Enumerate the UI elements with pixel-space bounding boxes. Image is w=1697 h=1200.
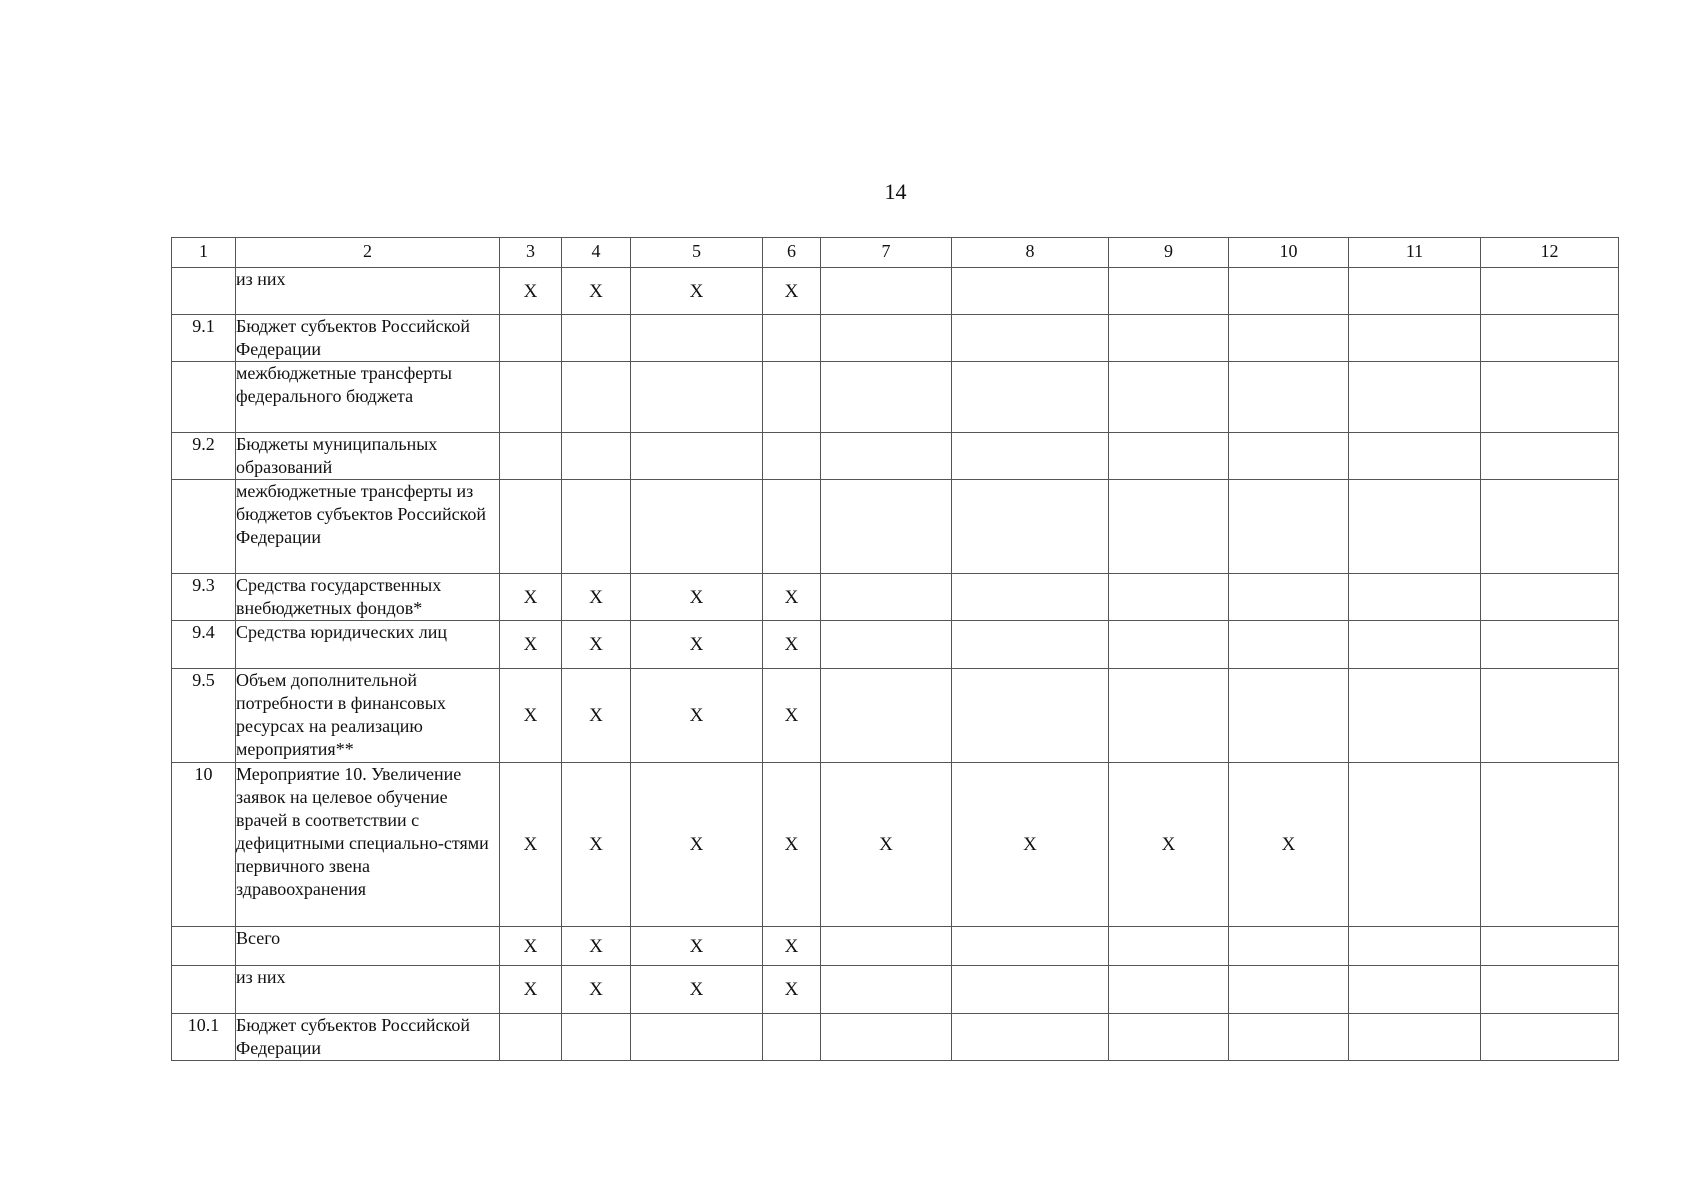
table-cell: X (952, 763, 1109, 927)
table-cell (1349, 480, 1481, 574)
table-row (172, 362, 1619, 433)
table-cell (562, 1014, 631, 1061)
row-title: межбюджетные трансферты федерального бюджета (236, 362, 500, 433)
table-cell: X (631, 927, 763, 966)
table-cell: X (500, 621, 562, 669)
row-title: Всего (236, 927, 500, 966)
table-cell: X (500, 763, 562, 927)
row-title: из них (236, 966, 500, 1014)
row-number (172, 480, 236, 574)
table-cell (1481, 966, 1619, 1014)
table-cell (952, 1014, 1109, 1061)
table-row (172, 763, 1619, 927)
table-cell (631, 315, 763, 362)
table-cell (631, 1014, 763, 1061)
table-cell: X (763, 574, 821, 621)
row-number: 9.2 (172, 433, 236, 480)
table-cell (1229, 315, 1349, 362)
table-cell (952, 362, 1109, 433)
table-row (172, 433, 1619, 480)
table-row (172, 574, 1619, 621)
table-cell: X (1109, 763, 1229, 927)
table-cell: X (562, 763, 631, 927)
table-cell (821, 621, 952, 669)
header-cell: 2 (236, 238, 500, 268)
table-cell (1481, 362, 1619, 433)
table-cell (952, 927, 1109, 966)
row-number (172, 268, 236, 315)
table-row (172, 1014, 1619, 1061)
table-cell (1349, 966, 1481, 1014)
table-cell: X (631, 574, 763, 621)
row-title: Мероприятие 10. Увеличение заявок на целевое обучение врачей в соответствии с дефицитными специально-стями первичного звена здравоохранения (236, 763, 500, 927)
table-cell: X (500, 669, 562, 763)
table-cell: X (562, 268, 631, 315)
header-cell: 6 (763, 238, 821, 268)
row-number: 9.4 (172, 621, 236, 669)
row-number (172, 362, 236, 433)
table-cell (821, 315, 952, 362)
table-cell (1229, 433, 1349, 480)
table-cell (952, 480, 1109, 574)
header-cell: 9 (1109, 238, 1229, 268)
table-cell: X (562, 574, 631, 621)
table-cell: X (763, 927, 821, 966)
table-cell (1229, 574, 1349, 621)
table-cell (763, 315, 821, 362)
table-cell (1109, 480, 1229, 574)
row-title: Объем дополнительной потребности в финансовых ресурсах на реализацию мероприятия** (236, 669, 500, 763)
table-body (172, 238, 1619, 1061)
table-cell (1349, 574, 1481, 621)
table-cell (1349, 433, 1481, 480)
table-cell (1349, 621, 1481, 669)
table-cell (952, 433, 1109, 480)
row-title: межбюджетные трансферты из бюджетов субъектов Российской Федерации (236, 480, 500, 574)
table-cell (1349, 362, 1481, 433)
table-cell (562, 433, 631, 480)
table-cell: X (500, 927, 562, 966)
header-row (172, 238, 1619, 268)
table-cell (1349, 1014, 1481, 1061)
table-cell (821, 433, 952, 480)
table-cell (1349, 669, 1481, 763)
table-cell (821, 480, 952, 574)
table-cell: X (500, 574, 562, 621)
table-cell (631, 433, 763, 480)
table-cell (763, 433, 821, 480)
table-cell (821, 927, 952, 966)
table-cell (1481, 480, 1619, 574)
table-cell (1109, 669, 1229, 763)
table-cell: X (631, 669, 763, 763)
header-cell: 8 (952, 238, 1109, 268)
table-cell (500, 362, 562, 433)
table-cell (821, 669, 952, 763)
financing-table (171, 237, 1619, 1061)
table-cell: X (562, 966, 631, 1014)
table-cell (763, 362, 821, 433)
table-cell (1109, 268, 1229, 315)
table-cell (1481, 927, 1619, 966)
table-cell (1229, 268, 1349, 315)
table-cell: X (631, 268, 763, 315)
table-cell (1229, 621, 1349, 669)
header-cell: 11 (1349, 238, 1481, 268)
table-cell (763, 480, 821, 574)
table-cell (500, 480, 562, 574)
header-cell: 1 (172, 238, 236, 268)
table-cell: X (763, 621, 821, 669)
row-number: 10 (172, 763, 236, 927)
table-cell (952, 966, 1109, 1014)
table-cell: X (631, 763, 763, 927)
table-cell (631, 362, 763, 433)
row-number: 9.5 (172, 669, 236, 763)
table-cell (1229, 966, 1349, 1014)
table-cell: X (763, 763, 821, 927)
table-cell (1109, 315, 1229, 362)
table-cell (1481, 574, 1619, 621)
row-title: Бюджет субъектов Российской Федерации (236, 315, 500, 362)
table-cell (1109, 433, 1229, 480)
table-cell (1229, 1014, 1349, 1061)
table-cell (952, 621, 1109, 669)
row-number: 9.3 (172, 574, 236, 621)
row-number (172, 966, 236, 1014)
table-cell (1109, 621, 1229, 669)
table-cell (952, 574, 1109, 621)
table-cell (1109, 966, 1229, 1014)
table-cell (1481, 669, 1619, 763)
table-cell: X (763, 669, 821, 763)
table-cell (1349, 927, 1481, 966)
table-cell: X (821, 763, 952, 927)
table-cell (562, 362, 631, 433)
table-row (172, 268, 1619, 315)
table-cell (821, 362, 952, 433)
table-row (172, 927, 1619, 966)
table-cell (1481, 315, 1619, 362)
table-cell (1229, 480, 1349, 574)
table-cell (821, 1014, 952, 1061)
table-row (172, 315, 1619, 362)
table-cell (631, 480, 763, 574)
table-cell (1481, 433, 1619, 480)
table-cell (952, 315, 1109, 362)
row-title: Средства государственных внебюджетных фондов* (236, 574, 500, 621)
table-cell: X (631, 966, 763, 1014)
table-cell: X (562, 621, 631, 669)
table-cell (1349, 268, 1481, 315)
table-cell (500, 433, 562, 480)
table-cell (1229, 927, 1349, 966)
table-cell (1109, 927, 1229, 966)
table-cell (821, 966, 952, 1014)
table-cell (1481, 1014, 1619, 1061)
row-title: из них (236, 268, 500, 315)
table-cell (1481, 621, 1619, 669)
table-cell: X (500, 966, 562, 1014)
header-cell: 4 (562, 238, 631, 268)
table-cell (500, 315, 562, 362)
row-number (172, 927, 236, 966)
row-title: Средства юридических лиц (236, 621, 500, 669)
table-row (172, 966, 1619, 1014)
table-cell (821, 268, 952, 315)
table-cell: X (763, 268, 821, 315)
table-cell: X (1229, 763, 1349, 927)
table-cell (1481, 763, 1619, 927)
table-cell: X (562, 669, 631, 763)
row-number: 10.1 (172, 1014, 236, 1061)
table-cell (821, 574, 952, 621)
table-cell (763, 1014, 821, 1061)
header-cell: 3 (500, 238, 562, 268)
table-row (172, 480, 1619, 574)
table-cell: X (562, 927, 631, 966)
table-cell (1349, 763, 1481, 927)
table-cell: X (763, 966, 821, 1014)
table-cell (1349, 315, 1481, 362)
header-cell: 10 (1229, 238, 1349, 268)
table-cell (1481, 268, 1619, 315)
table-cell (1229, 669, 1349, 763)
row-title: Бюджеты муниципальных образований (236, 433, 500, 480)
row-title: Бюджет субъектов Российской Федерации (236, 1014, 500, 1061)
row-number: 9.1 (172, 315, 236, 362)
table-row (172, 669, 1619, 763)
header-cell: 5 (631, 238, 763, 268)
table-cell (952, 268, 1109, 315)
header-cell: 7 (821, 238, 952, 268)
table-cell (1109, 1014, 1229, 1061)
table-cell (500, 1014, 562, 1061)
table-cell: X (631, 621, 763, 669)
table-cell (562, 480, 631, 574)
table-cell (1229, 362, 1349, 433)
table-cell (952, 669, 1109, 763)
table-cell (1109, 362, 1229, 433)
table-cell (1109, 574, 1229, 621)
table-cell (562, 315, 631, 362)
table-cell: X (500, 268, 562, 315)
table-row (172, 621, 1619, 669)
page-number: 14 (884, 179, 907, 204)
header-cell: 12 (1481, 238, 1619, 268)
